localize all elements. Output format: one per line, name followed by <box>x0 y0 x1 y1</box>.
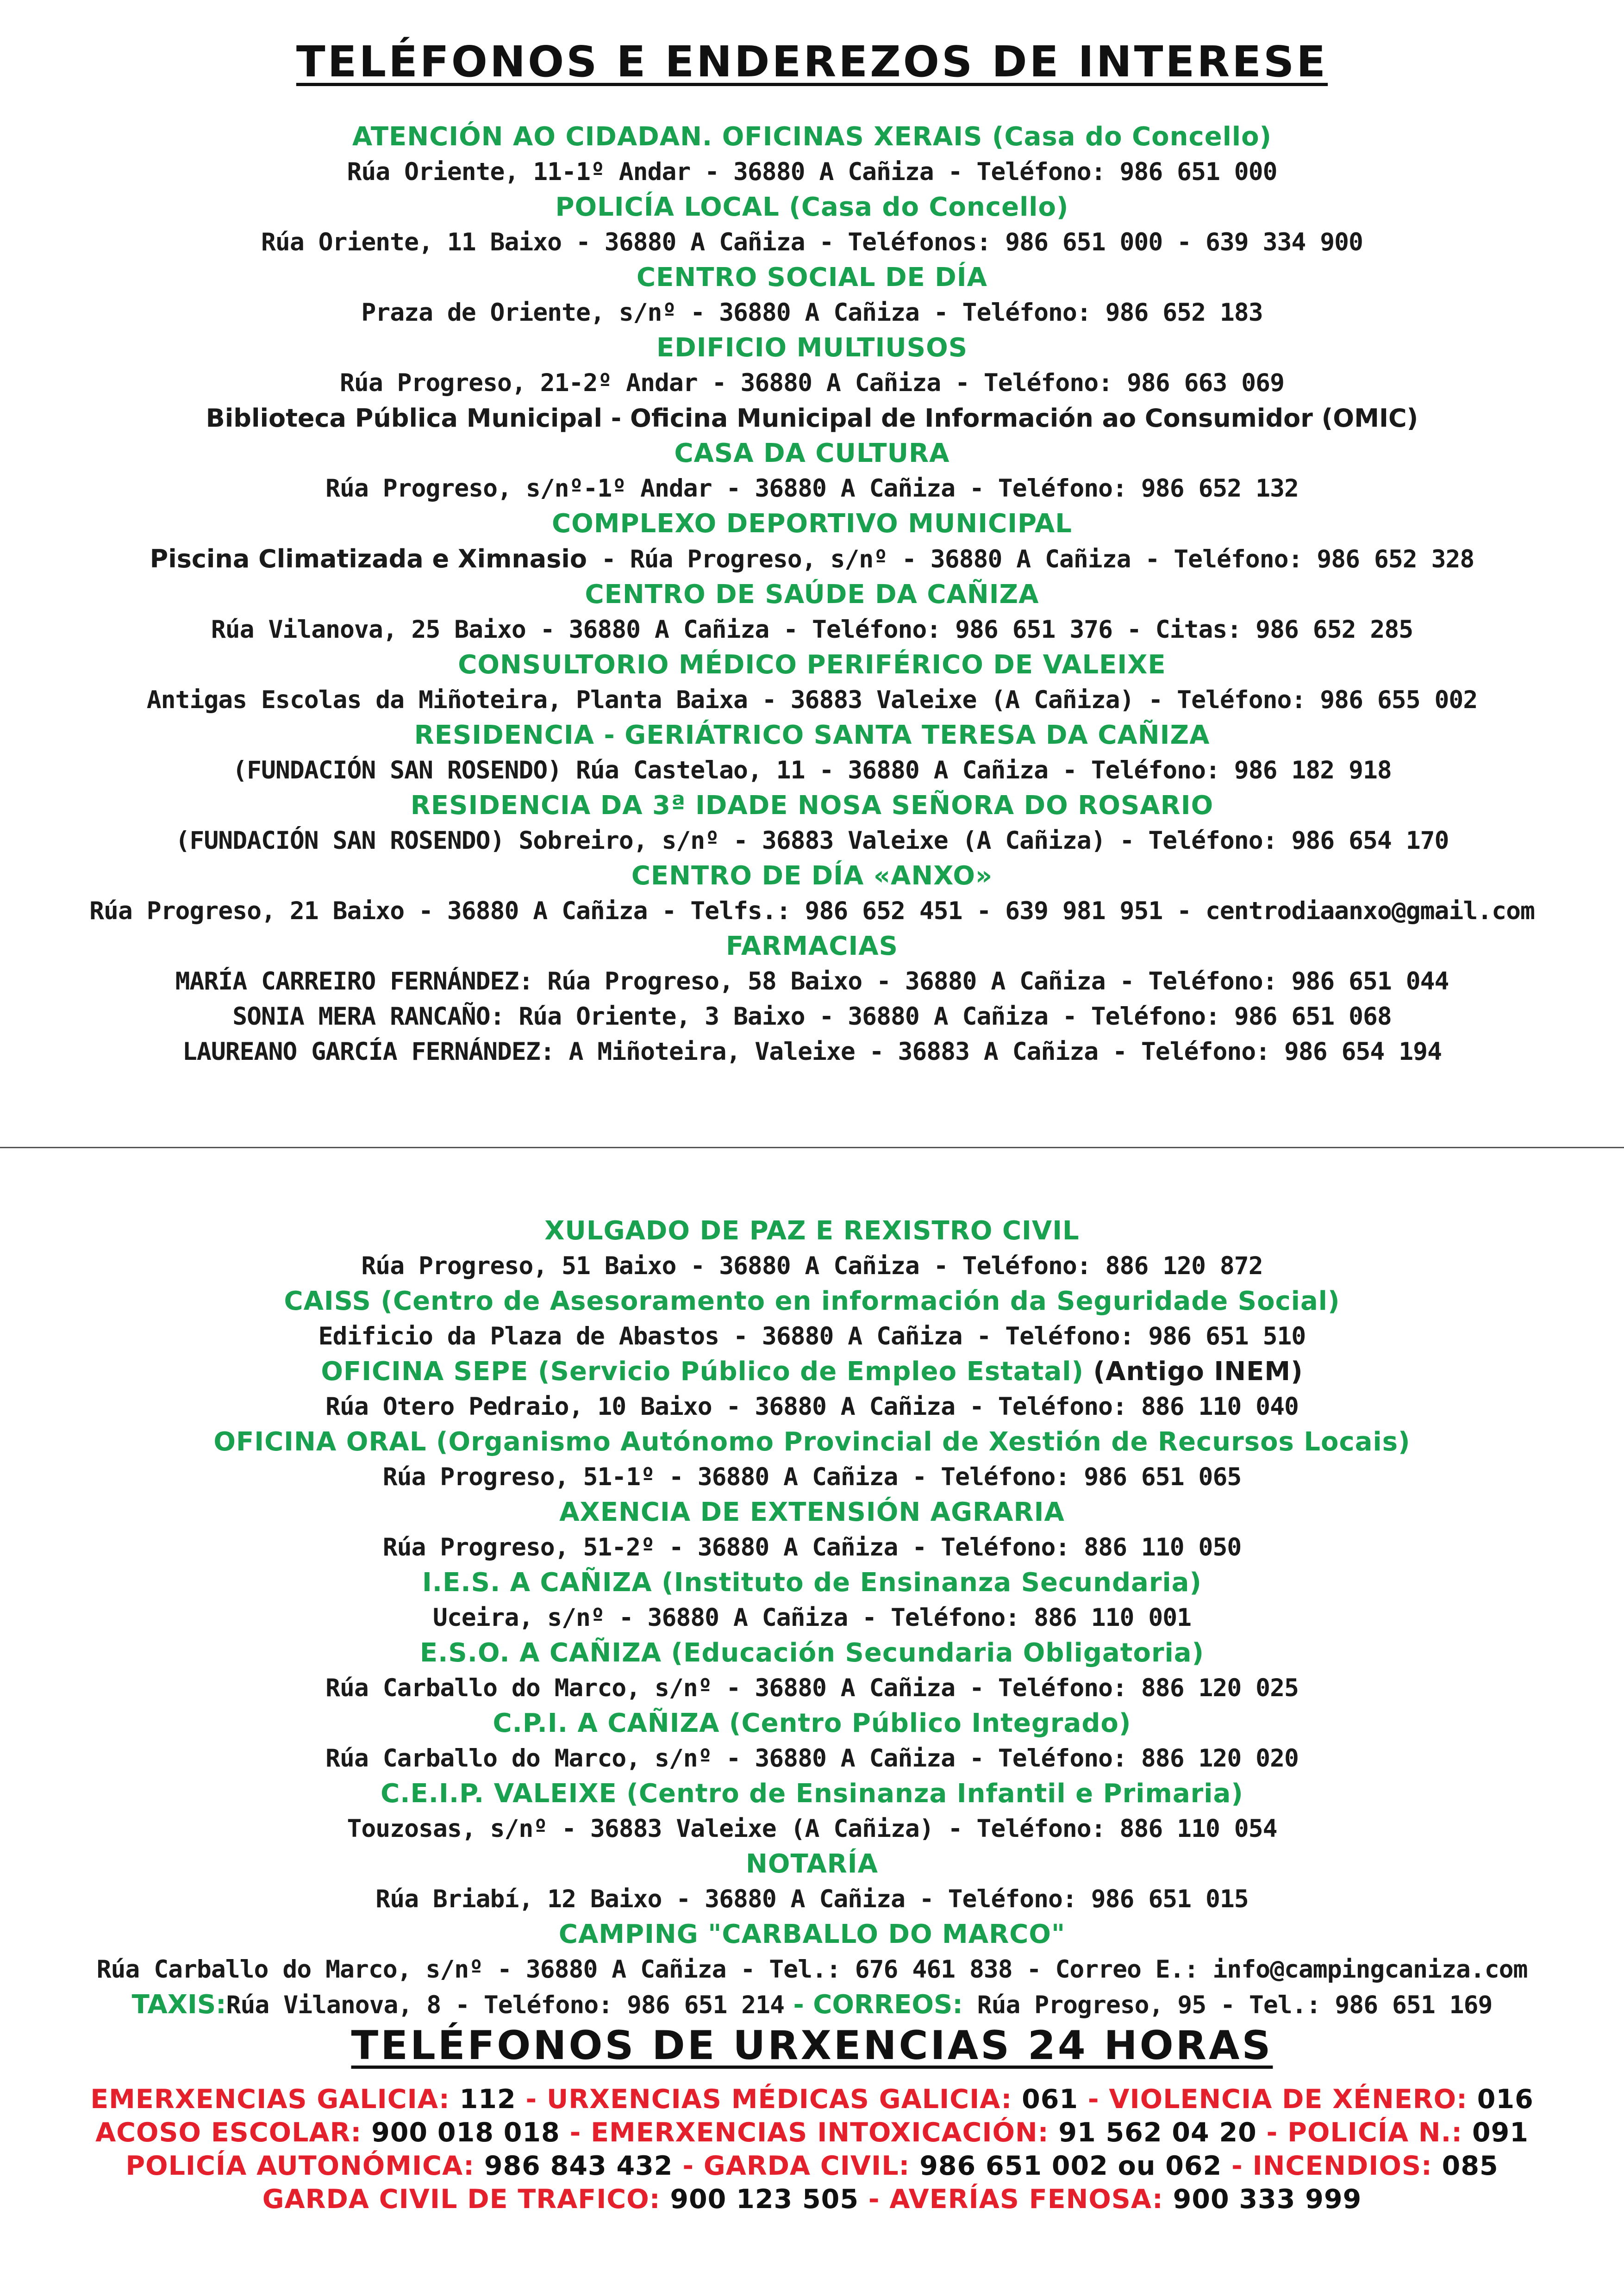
entry-line: Edificio da Plaza de Abastos - 36880 A Cañiza - Teléfono: 986 651 510 <box>318 1322 1306 1350</box>
pharmacy-line: MARÍA CARREIRO FERNÁNDEZ: Rúa Progreso, 58 Baixo - 36880 A Cañiza - Teléfono: 986 651 044 <box>175 967 1449 996</box>
directory-entry <box>0 1847 1624 1917</box>
urgency-number: 900 333 999 <box>1163 2184 1362 2215</box>
entry-heading: E.S.O. A CAÑIZA (Educación Secundaria Obligatoria) <box>419 1638 1205 1668</box>
directory-entry <box>0 330 1624 436</box>
directory-entry <box>0 436 1624 506</box>
directory-entry <box>0 647 1624 718</box>
directory-entry <box>0 506 1624 577</box>
entry-line: Rúa Progreso, 21 Baixo - 36880 A Cañiza - Telfs.: 986 652 451 - 639 981 951 - centrodiaanxo@gmail.com <box>89 897 1535 925</box>
entry-line: Rúa Vilanova, 25 Baixo - 36880 A Cañiza - Teléfono: 986 651 376 - Citas: 986 652 285 <box>211 616 1413 644</box>
entry-heading: I.E.S. A CAÑIZA (Instituto de Ensinanza Secundaria) <box>422 1568 1202 1598</box>
entry-mixed-label: Piscina Climatizada e Ximnasio <box>150 544 587 573</box>
entry-line: Rúa Oriente, 11 Baixo - 36880 A Cañiza - Teléfonos: 986 651 000 - 639 334 900 <box>261 228 1363 256</box>
urgency-number: 112 <box>450 2084 516 2115</box>
directory-entry <box>0 1776 1624 1847</box>
entry-heading: RESIDENCIA - GERIÁTRICO SANTA TERESA DA CAÑIZA <box>414 720 1210 750</box>
directory-entry <box>0 190 1624 260</box>
directory-entry <box>0 1636 1624 1706</box>
urgency-number: 986 843 432 <box>474 2151 673 2181</box>
urgency-number: 91 562 04 20 <box>1049 2117 1257 2148</box>
entry-heading: C.P.I. A CAÑIZA (Centro Público Integrado) <box>493 1708 1131 1738</box>
entry-subtitle: Biblioteca Pública Municipal - Oficina Municipal de Información ao Consumidor (OMIC) <box>206 404 1418 433</box>
directory-entry <box>0 260 1624 330</box>
urgency-row <box>0 2183 1624 2216</box>
entry-heading: POLICÍA LOCAL (Casa do Concello) <box>555 192 1069 222</box>
entry-line: Rúa Otero Pedraio, 10 Baixo - 36880 A Cañiza - Teléfono: 886 110 040 <box>325 1393 1299 1421</box>
urgency-number: 900 018 018 <box>362 2117 560 2148</box>
entry-heading: CASA DA CULTURA <box>674 438 950 468</box>
entry-heading: CENTRO DE DÍA «ANXO» <box>631 861 993 891</box>
entry-heading: AXENCIA DE EXTENSIÓN AGRARIA <box>559 1497 1065 1527</box>
entry-mixed-rest: - Rúa Progreso, s/nº - 36880 A Cañiza - Teléfono: 986 652 328 <box>587 545 1474 573</box>
urgency-label: EMERXENCIAS GALICIA: <box>90 2084 450 2115</box>
entry-heading <box>0 1354 1624 1389</box>
entry-line: Rúa Carballo do Marco, s/nº - 36880 A Cañiza - Teléfono: 886 120 025 <box>325 1674 1299 1702</box>
directory-entry <box>0 1425 1624 1495</box>
urgency-label: - URXENCIAS MÉDICAS GALICIA: <box>516 2084 1012 2115</box>
correos-text: Rúa Progreso, 95 - Tel.: 986 651 169 <box>962 1991 1493 2019</box>
entry-heading: OFICINA ORAL (Organismo Autónomo Provincial de Xestión de Recursos Locais) <box>213 1427 1411 1457</box>
urgency-label: - INCENDIOS: <box>1222 2151 1432 2181</box>
top-directory <box>0 119 1624 1070</box>
entry-heading: C.E.I.P. VALEIXE (Centro de Ensinanza Infantil e Primaria) <box>381 1779 1243 1809</box>
urgency-row <box>0 2083 1624 2116</box>
urgency-number: 085 <box>1432 2151 1499 2181</box>
directory-entry <box>0 1354 1624 1425</box>
directory-entry <box>0 1706 1624 1776</box>
entry-heading: COMPLEXO DEPORTIVO MUNICIPAL <box>552 509 1072 539</box>
pharmacy-line: SONIA MERA RANCAÑO: Rúa Oriente, 3 Baixo - 36880 A Cañiza - Teléfono: 986 651 068 <box>232 1002 1392 1031</box>
correos-label: CORREOS: <box>813 1990 963 2020</box>
pharmacy-line: LAUREANO GARCÍA FERNÁNDEZ: A Miñoteira, Valeixe - 36883 A Cañiza - Teléfono: 986 654 194 <box>182 1038 1442 1066</box>
urgency-label: - VIOLENCIA DE XÉNERO: <box>1078 2084 1468 2115</box>
entry-line: Rúa Oriente, 11-1º Andar - 36880 A Cañiza - Teléfono: 986 651 000 <box>347 158 1277 186</box>
directory-entry <box>0 577 1624 647</box>
entry-line: (FUNDACIÓN SAN ROSENDO) Sobreiro, s/nº - 36883 Valeixe (A Cañiza) - Teléfono: 986 654 170 <box>175 827 1449 855</box>
entry-heading-extra: (Antigo INEM) <box>1084 1356 1303 1387</box>
page-title: TELÉFONOS E ENDEREZOS DE INTERESE <box>296 37 1328 87</box>
entry-line: Rúa Carballo do Marco, s/nº - 36880 A Cañiza - Tel.: 676 461 838 - Correo E.: info@campingcaniza.com <box>96 1955 1528 1984</box>
urgency-label: - POLICÍA N.: <box>1256 2117 1463 2148</box>
entry-line: Rúa Carballo do Marco, s/nº - 36880 A Cañiza - Teléfono: 886 120 020 <box>325 1744 1299 1773</box>
directory-entry <box>0 859 1624 929</box>
directory-entry <box>0 929 1624 1070</box>
entry-heading-main: OFICINA SEPE (Servicio Público de Empleo Estatal) <box>321 1356 1084 1387</box>
entry-line: (FUNDACIÓN SAN ROSENDO) Rúa Castelao, 11 - 36880 A Cañiza - Teléfono: 986 182 918 <box>232 756 1392 784</box>
directory-entry <box>0 119 1624 190</box>
urgency-label: - GARDA CIVIL: <box>673 2151 910 2181</box>
directory-entry <box>0 1565 1624 1636</box>
urgency-list <box>0 2083 1624 2216</box>
entry-heading: CAMPING "CARBALLO DO MARCO" <box>558 1919 1066 1949</box>
urgency-row <box>0 2149 1624 2183</box>
directory-entry <box>0 718 1624 788</box>
entry-heading: NOTARÍA <box>746 1849 878 1879</box>
taxis-text: Rúa Vilanova, 8 - Teléfono: 986 651 214 <box>226 1991 784 2019</box>
taxis-label: TAXIS: <box>131 1990 226 2020</box>
directory-entry <box>0 1495 1624 1565</box>
urgency-label: - EMERXENCIAS INTOXICACIÓN: <box>560 2117 1049 2148</box>
urgency-number: 986 651 002 ou 062 <box>910 2151 1222 2181</box>
urgency-number: 061 <box>1012 2084 1079 2115</box>
entry-heading: CENTRO DE SAÚDE DA CAÑIZA <box>585 579 1039 610</box>
urgency-label: ACOSO ESCOLAR: <box>95 2117 362 2148</box>
entry-heading: CONSULTORIO MÉDICO PERIFÉRICO DE VALEIXE <box>458 650 1166 680</box>
directory-entry <box>0 1917 1624 1987</box>
entry-heading: XULGADO DE PAZ E REXISTRO CIVIL <box>544 1216 1080 1246</box>
urgency-label: GARDA CIVIL DE TRAFICO: <box>262 2184 661 2215</box>
directory-entry <box>0 1284 1624 1354</box>
entry-line: Rúa Progreso, s/nº-1º Andar - 36880 A Cañiza - Teléfono: 986 652 132 <box>325 474 1299 503</box>
urgency-label: POLICÍA AUTONÓMICA: <box>125 2151 475 2181</box>
entry-heading: FARMACIAS <box>726 931 898 961</box>
directory-entry <box>0 788 1624 859</box>
section-divider <box>0 1147 1624 1148</box>
directory-entry <box>0 1213 1624 1284</box>
bottom-directory <box>0 1213 1624 2023</box>
entry-line: Rúa Progreso, 51-2º - 36880 A Cañiza - Teléfono: 886 110 050 <box>382 1533 1242 1562</box>
urgency-number: 016 <box>1467 2084 1534 2115</box>
entry-line: Antigas Escolas da Miñoteira, Planta Baixa - 36883 Valeixe (A Cañiza) - Teléfono: 986 655 002 <box>146 686 1478 714</box>
entry-heading: EDIFICIO MULTIUSOS <box>656 333 968 363</box>
separator: - <box>784 1990 813 2020</box>
entry-line: Praza de Oriente, s/nº - 36880 A Cañiza - Teléfono: 986 652 183 <box>361 299 1263 327</box>
entry-heading: ATENCIÓN AO CIDADAN. OFICINAS XERAIS (Casa do Concello) <box>352 122 1272 152</box>
urgency-number: 900 123 505 <box>660 2184 859 2215</box>
entry-line: Rúa Briabí, 12 Baixo - 36880 A Cañiza - Teléfono: 986 651 015 <box>375 1885 1249 1913</box>
urgency-number: 091 <box>1462 2117 1529 2148</box>
urgency-label: - AVERÍAS FENOSA: <box>859 2184 1163 2215</box>
entry-line: Touzosas, s/nº - 36883 Valeixe (A Cañiza) - Teléfono: 886 110 054 <box>347 1815 1277 1843</box>
urgency-title: TELÉFONOS DE URXENCIAS 24 HORAS <box>351 2022 1273 2069</box>
taxis-correos-line <box>0 1987 1624 2023</box>
entry-heading: RESIDENCIA DA 3ª IDADE NOSA SEÑORA DO ROSARIO <box>410 790 1214 821</box>
urgency-row <box>0 2116 1624 2149</box>
entry-line: Rúa Progreso, 51-1º - 36880 A Cañiza - Teléfono: 986 651 065 <box>382 1463 1242 1491</box>
entry-line: Rúa Progreso, 21-2º Andar - 36880 A Cañiza - Teléfono: 986 663 069 <box>340 369 1284 397</box>
entry-line: Uceira, s/nº - 36880 A Cañiza - Teléfono: 886 110 001 <box>432 1604 1192 1632</box>
entry-heading: CENTRO SOCIAL DE DÍA <box>637 262 987 292</box>
entry-line: Rúa Progreso, 51 Baixo - 36880 A Cañiza - Teléfono: 886 120 872 <box>361 1252 1263 1280</box>
entry-mixed-line <box>0 541 1624 577</box>
entry-heading: CAISS (Centro de Asesoramento en información da Seguridade Social) <box>284 1286 1340 1316</box>
